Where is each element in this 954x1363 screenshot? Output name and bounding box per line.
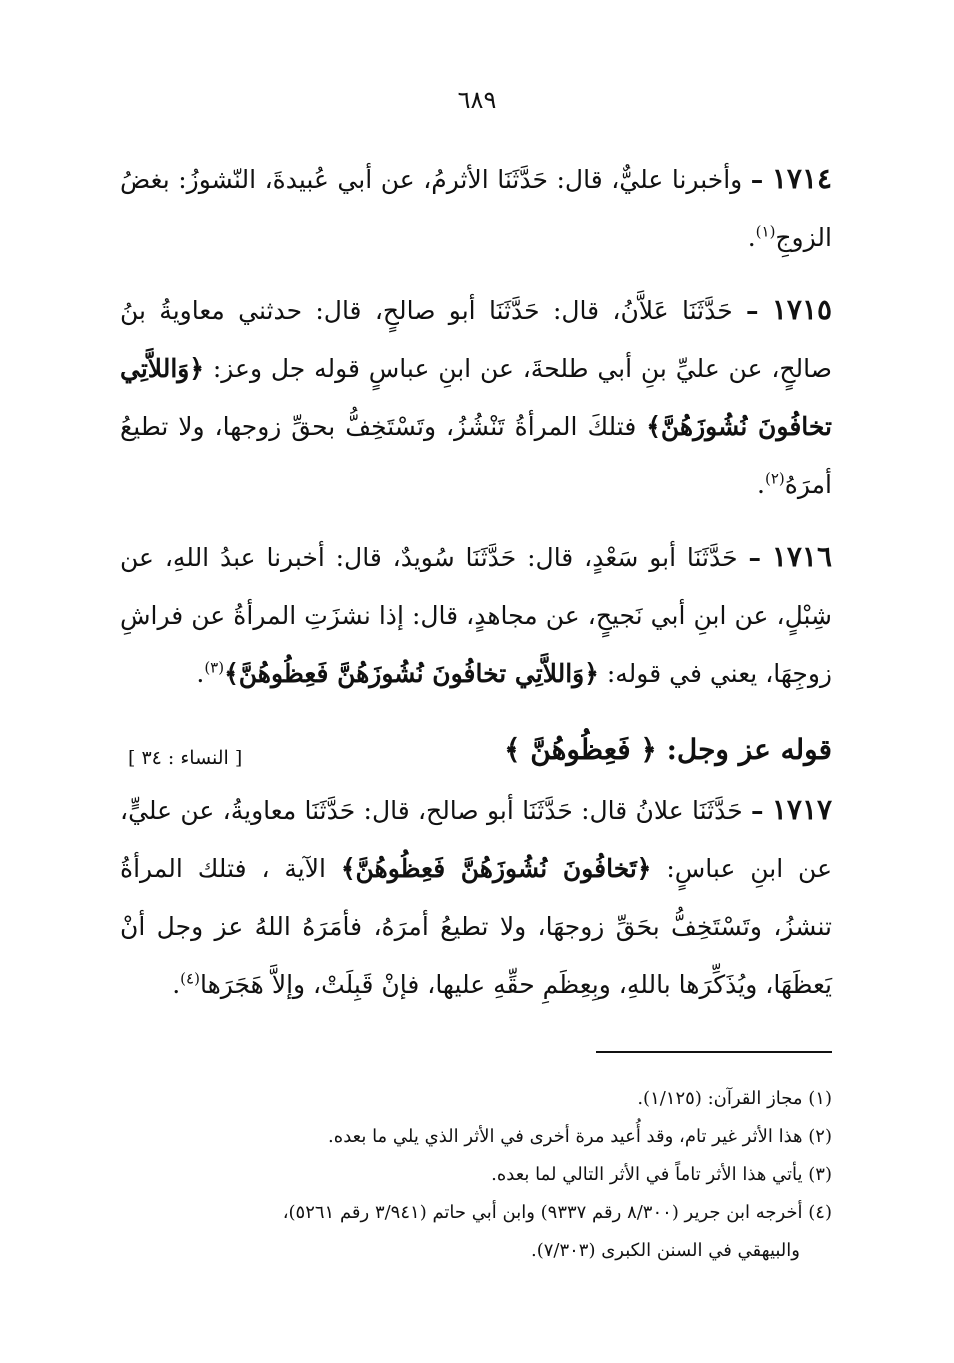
footnote-ref: (٣) [204,658,225,677]
hadith-number: ١٧١٥ [771,293,833,326]
heading-verse: ﴿ فَعِظُوهُنَّ ﴾ [504,733,657,766]
hadith-number: ١٧١٧ [771,793,833,826]
footnote-ref: (٢) [764,469,785,488]
number-dash: – [750,165,764,194]
heading-label: قوله عز وجل: [656,733,832,766]
quran-quote: ﴿وَاللاَّتِي تخافُونَ نُشُوزَهُنَّ فَعِظُوهُنَّ﴾ [224,659,599,688]
section-heading [504,721,832,779]
section-heading-row [120,721,832,781]
paragraph-text: حَدَّثَنَا عَلاَّنُ، قال: حَدَّثَنَا أبو صالحٍ، قال: حدثني معاويةُ بنُ صالحٍ، عن عليِّ بنِ أبي طلحةَ، عن ابنِ عباسٍ قوله جل وعز: [120,296,832,383]
footnote-4-continuation: والبيهقي في السنن الكبرى (٧/٣٠٣). [530,1240,800,1261]
footnote-separator [596,1051,832,1053]
footnote-1: (١) مجاز القرآن: (١/١٢٥). [637,1088,832,1109]
footnote-2: (٢) هذا الأثر غير تام، وقد أُعيد مرة أخرى في الأثر الذي يلي ما بعده. [328,1126,832,1147]
paragraph-text: حَدَّثَنَا علانُ قال: حَدَّثَنَا أبو صالح، قال: حَدَّثَنَا معاويةُ، عن عليٍّ، عن ابنِ عباسٍ: [120,796,832,883]
paragraph-1717 [120,781,832,1014]
paragraph-text: حَدَّثَنَا أبو سَعْدٍ، قال: حَدَّثَنَا سُويدٌ، قال: أخبرنا عبدُ اللهِ، عن شِبْلٍ، عن ابنِ أبي نَجيحٍ، عن مجاهدٍ، قال: إذا نشزَتِ المرأةُ عن فراشِ زوجِهَا، يعني في قوله: [120,543,832,688]
paragraph-text: الآية ، فتلك المرأةُ تنشزُ، وتَسْتَخِفُّ بحَقِّ زوجهَا، ولا تطيعُ أمرَهُ، فأمَرَهُ اللهُ عز وجل أنْ يَعظَهَا، ويُذَكِّرَها باللهِ، وبِعِظَمِ حقِّهِ عليها، فإنْ قَبِلَتْ، وإلاَّ هَجَرَها [120,854,832,999]
page-number: ٦٨٩ [457,86,497,114]
paragraph-end: . [757,470,765,499]
paragraph-end: . [196,659,205,688]
hadith-number: ١٧١٦ [771,540,832,573]
footnote-4: (٤) أخرجه ابن جرير (٨/٣٠٠ رقم ٩٣٣٧) وابن أبي حاتم (٣/٩٤١ رقم ٥٢٦١)، [282,1202,832,1223]
paragraph-1714 [120,150,832,267]
paragraph-text: وأخبرنا عليٌّ، قال: حَدَّثَنَا الأثرمُ، عن أبي عُبيدةَ، النّشوزُ: بغضُ الزوجِ [120,165,832,252]
number-dash: – [746,296,759,325]
paragraph-1716 [120,528,832,703]
footnote-ref: (١) [755,222,776,241]
paragraph-end: . [172,970,181,999]
paragraph-1715 [120,281,832,514]
paragraph-text: فتلكَ المرأةُ تَنْشُزُ، وتَسْتَخِفُّ بحقِّ زوجها، ولا تطيعُ أمرَهُ [120,412,832,499]
number-dash: – [751,796,764,825]
number-dash: – [748,543,761,572]
hadith-number: ١٧١٤ [771,162,833,195]
quran-quote: ﴿وَاللاَّتِي تخافُونَ نُشُوزَهُنَّ﴾ [120,354,832,441]
quran-quote: ﴿تَخافُونَ نُشُوزَهُنَّ فَعِظُوهُنَّ﴾ [340,854,652,883]
main-text [120,150,832,1028]
footnote-3: (٣) يأتي هذا الأثر تاماً في الأثر التالي لما بعده. [491,1164,832,1185]
footnotes [120,1080,832,1270]
footnote-ref: (٤) [180,969,200,988]
paragraph-end: . [747,223,756,252]
verse-reference: [ النساء : ٣٤ ] [128,747,243,769]
